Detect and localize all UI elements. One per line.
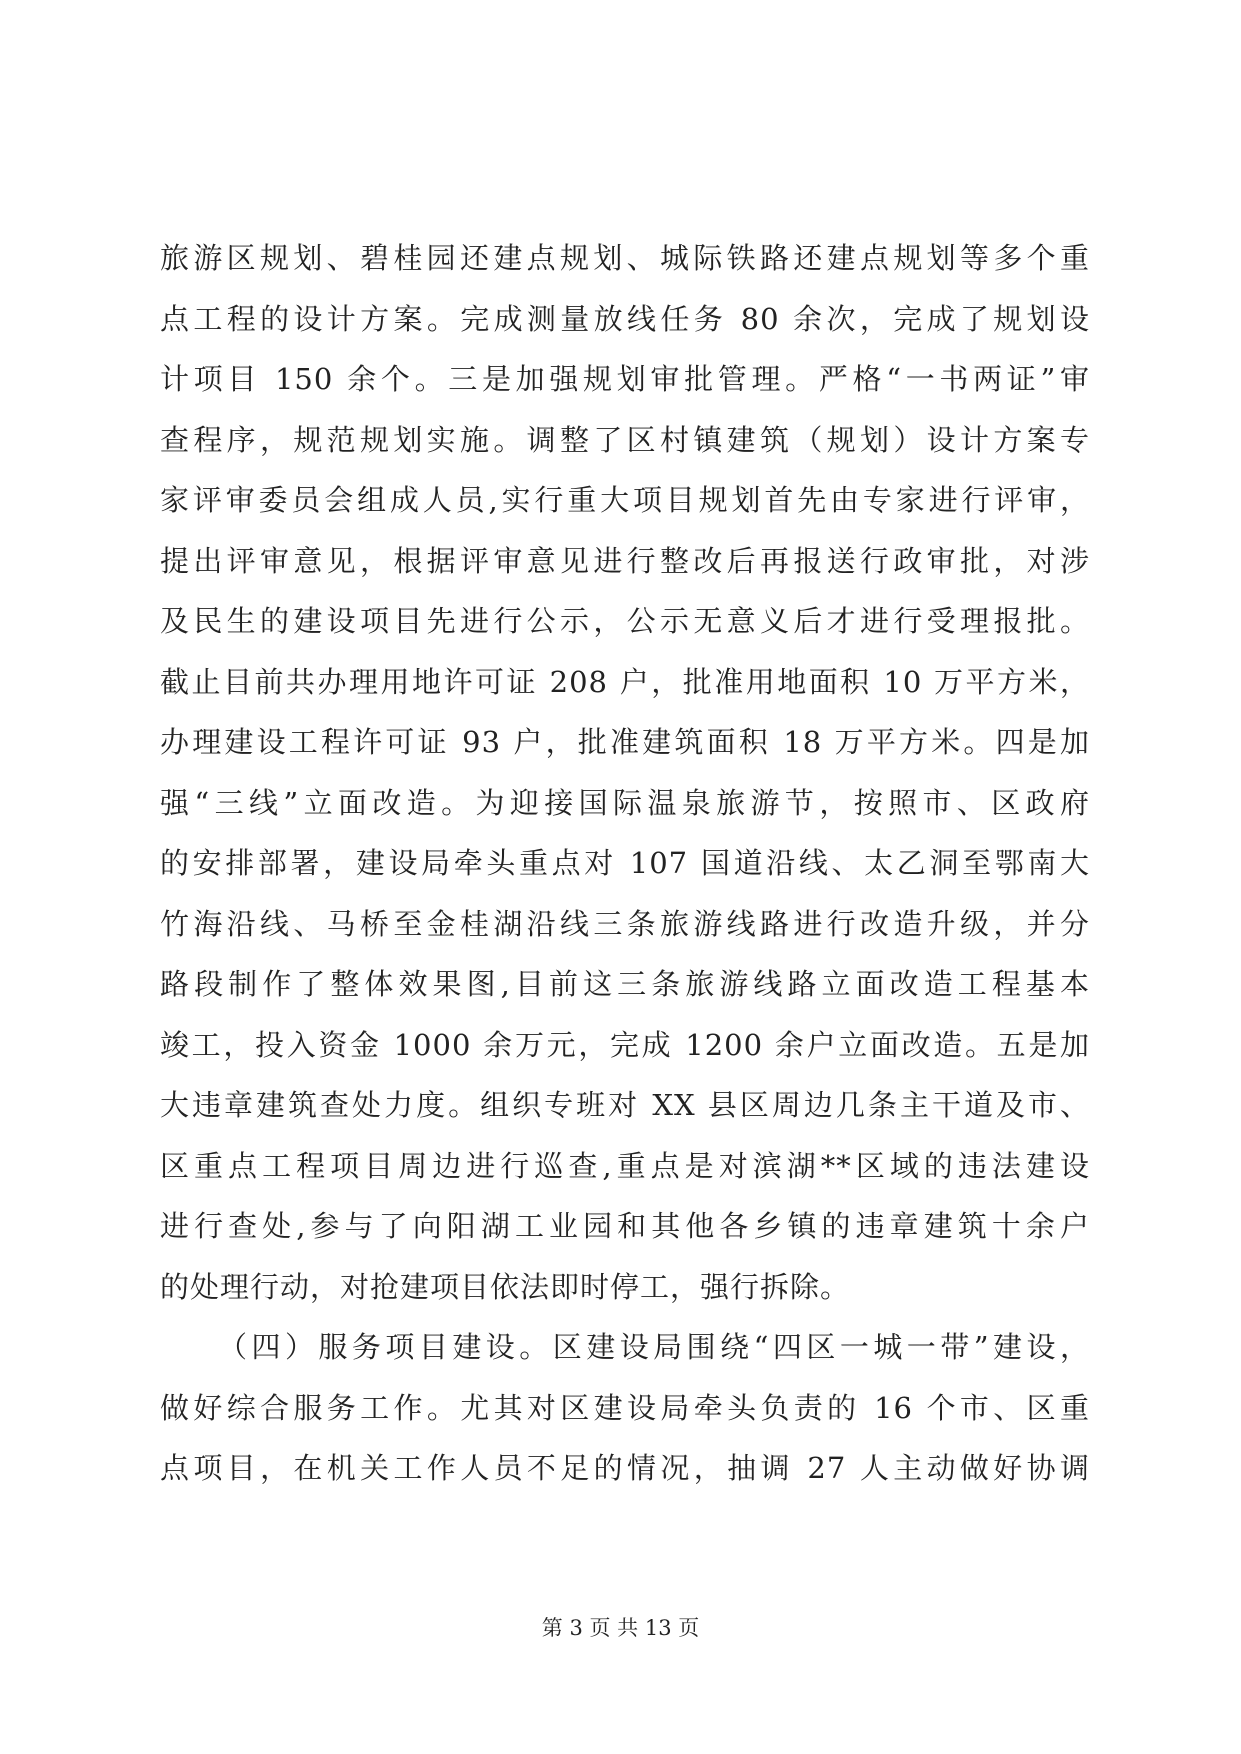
text-line: 路段制作了整体效果图,目前这三条旅游线路立面改造工程基本	[160, 967, 1090, 1001]
text-line: 查程序，规范规划实施。调整了区村镇建筑（规划）设计方案专	[160, 422, 1090, 457]
page-footer: 第 3 页 共 13 页	[541, 1616, 700, 1640]
text-line: 办理建设工程许可证 93 户，批准建筑面积 18 万平方米。四是加	[160, 725, 1090, 759]
section-heading-line: （四）服务项目建设。区建设局围绕“四区一城一带”建设，	[218, 1330, 1090, 1364]
text-line: 的安排部署，建设局牵头重点对 107 国道沿线、太乙洞至鄂南大	[160, 846, 1090, 880]
text-line: 大违章建筑查处力度。组织专班对 XX 县区周边几条主干道及市、	[160, 1088, 1090, 1122]
text-line: 家评审委员会组成人员,实行重大项目规划首先由专家进行评审，	[160, 483, 1090, 517]
text-line: 计项目 150 余个。三是加强规划审批管理。严格“一书两证”审	[160, 362, 1090, 396]
paragraph-end-line: 的处理行动，对抢建项目依法即时停工，强行拆除。	[160, 1269, 851, 1304]
text-line: 旅游区规划、碧桂园还建点规划、城际铁路还建点规划等多个重	[160, 241, 1090, 275]
text-line: 点工程的设计方案。完成测量放线任务 80 余次，完成了规划设	[160, 301, 1090, 336]
text-line: 做好综合服务工作。尤其对区建设局牵头负责的 16 个市、区重	[160, 1390, 1090, 1425]
text-line: 竣工，投入资金 1000 余万元，完成 1200 余户立面改造。五是加	[160, 1027, 1090, 1062]
text-line: 强“三线”立面改造。为迎接国际温泉旅游节，按照市、区政府	[160, 785, 1090, 820]
text-line: 提出评审意见，根据评审意见进行整改后再报送行政审批，对涉	[160, 543, 1090, 578]
text-line: 及民生的建设项目先进行公示，公示无意义后才进行受理报批。	[160, 604, 1090, 638]
text-line: 进行查处,参与了向阳湖工业园和其他各乡镇的违章建筑十余户	[160, 1209, 1090, 1243]
text-line: 点项目，在机关工作人员不足的情况，抽调 27 人主动做好协调	[160, 1451, 1090, 1485]
body-text	[160, 228, 1090, 1499]
text-line: 竹海沿线、马桥至金桂湖沿线三条旅游线路进行改造升级，并分	[160, 906, 1090, 941]
text-line: 截止目前共办理用地许可证 208 户，批准用地面积 10 万平方米，	[160, 664, 1090, 699]
text-line: 区重点工程项目周边进行巡查,重点是对滨湖**区域的违法建设	[160, 1148, 1090, 1183]
